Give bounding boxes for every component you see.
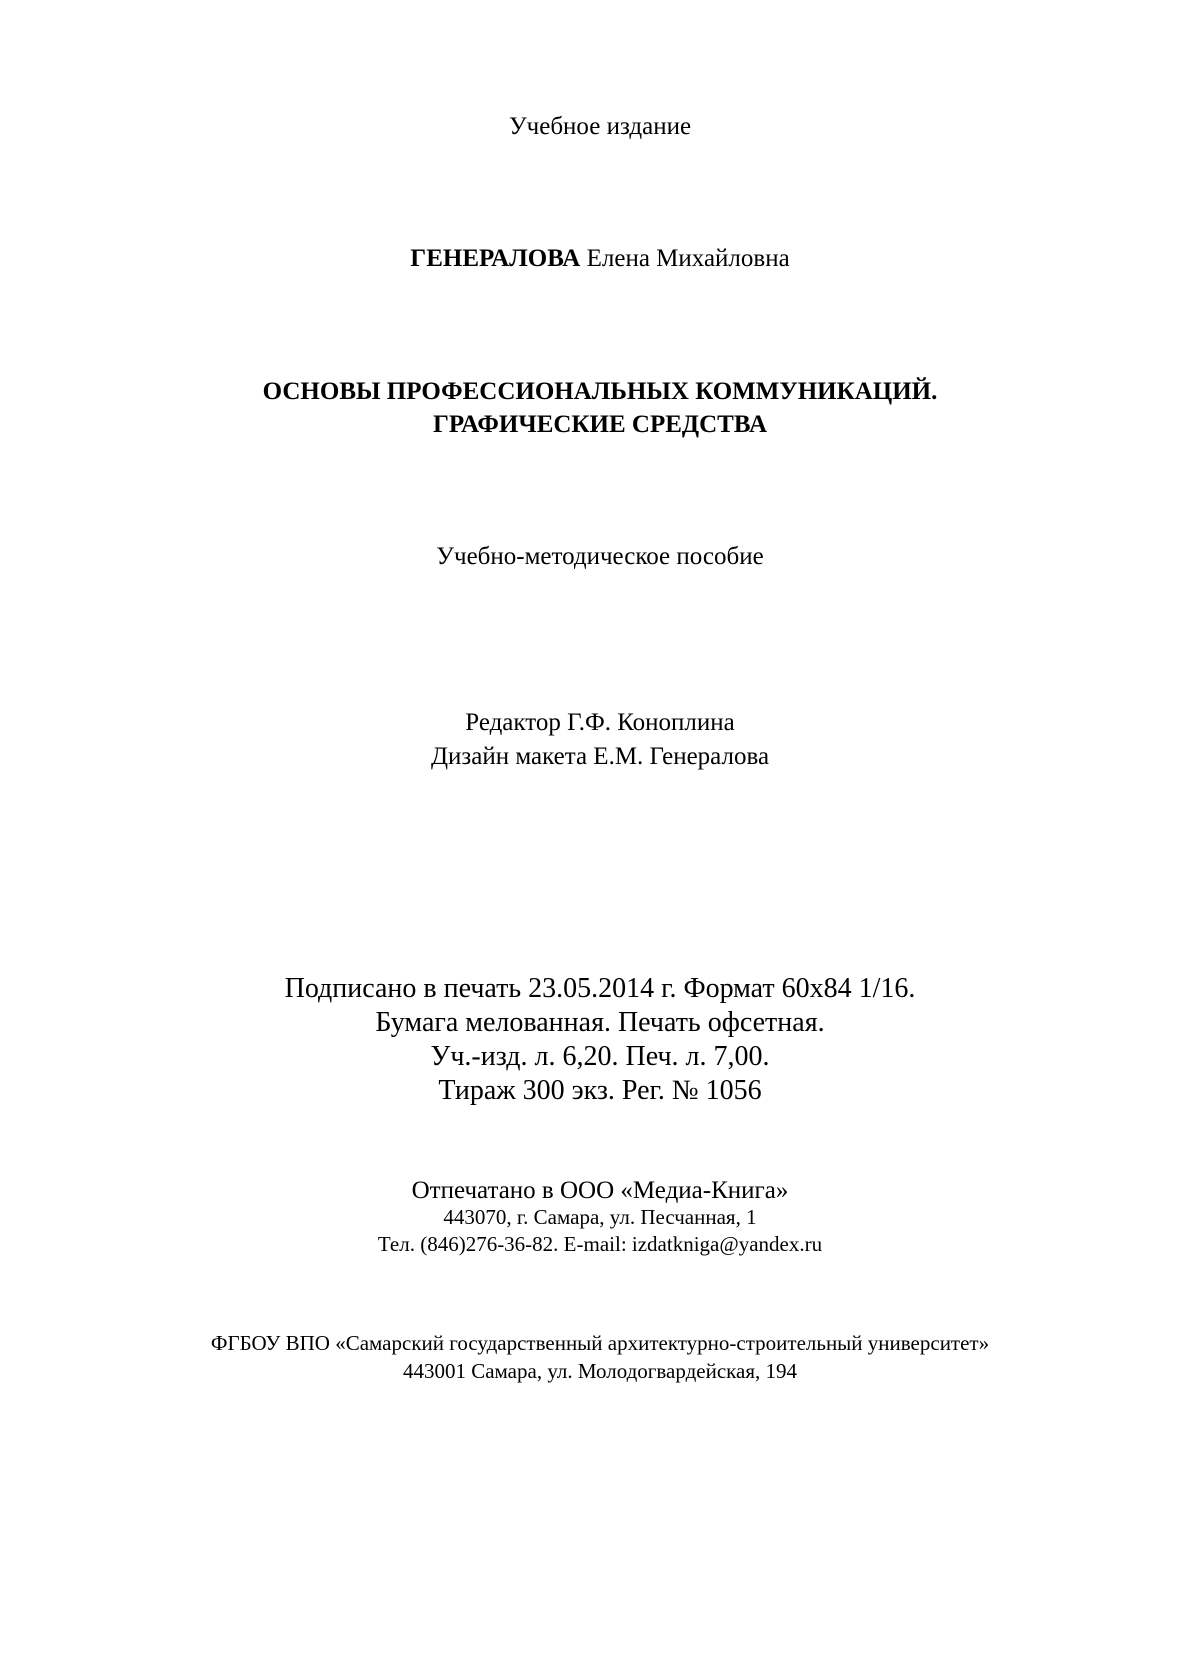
imprint-line-circulation: Тираж 300 экз. Рег. № 1056 — [438, 1075, 762, 1106]
author-surname: ГЕНЕРАЛОВА — [410, 245, 581, 272]
genre: Учебно-методическое пособие — [436, 543, 764, 570]
publisher-address: 443001 Самара, ул. Молодогвардейская, 194 — [402, 1359, 798, 1383]
printer-address: 443070, г. Самара, ул. Песчанная, 1 — [443, 1205, 757, 1229]
imprint-line-signed: Подписано в печать 23.05.2014 г. Формат 60х84 1/16. — [284, 973, 916, 1004]
editor-credit: Редактор Г.Ф. Коноплина — [465, 709, 735, 736]
book-title-line1: ОСНОВЫ ПРОФЕССИОНАЛЬНЫХ КОММУНИКАЦИЙ. — [262, 378, 938, 405]
edition-type: Учебное издание — [508, 113, 692, 140]
book-title-line2: ГРАФИЧЕСКИЕ СРЕДСТВА — [432, 411, 768, 438]
author-line — [0, 245, 1200, 273]
layout-design-credit: Дизайн макета Е.М. Генералова — [430, 743, 770, 770]
author-name: Елена Михайловна — [586, 245, 790, 272]
printer-name: Отпечатано в ООО «Медиа-Книга» — [411, 1177, 789, 1204]
imprint-line-paper: Бумага мелованная. Печать офсетная. — [375, 1007, 825, 1038]
publisher-name: ФГБОУ ВПО «Самарский государственный архитектурно-строительный университет» — [210, 1331, 990, 1355]
printer-contact: Тел. (846)276-36-82. E-mail: izdatkniga@yandex.ru — [377, 1232, 823, 1256]
imprint-line-sheets: Уч.-изд. л. 6,20. Печ. л. 7,00. — [430, 1041, 770, 1072]
